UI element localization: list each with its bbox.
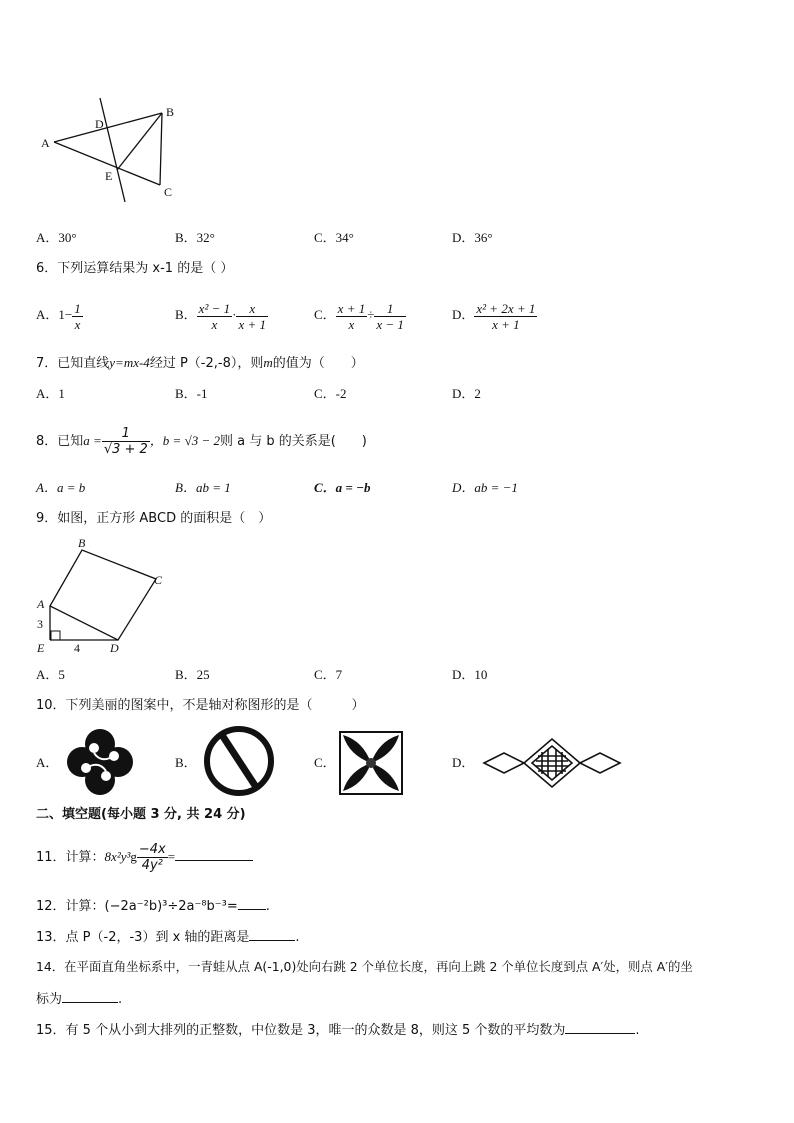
q9-option-b: B．25 (175, 667, 210, 682)
q8-option-b: B．ab = 1 (175, 480, 231, 495)
q10-option-a-label: A． (36, 755, 59, 770)
q9-label-4: 4 (74, 641, 80, 655)
fig5-label-b: B (166, 105, 175, 119)
q8-option-d: D．ab = −1 (452, 480, 518, 495)
q15: 15．有 5 个从小到大排列的正整数，中位数是 3，唯一的众数是 8，则这 5 个数的平均数为 . (36, 1023, 640, 1038)
clover-pattern-icon (64, 728, 136, 796)
q12-answer-blank[interactable] (238, 897, 266, 910)
q9-label-a: A (37, 597, 45, 611)
fig5-label-d: D (95, 117, 104, 131)
circle-slash-pattern-icon (200, 725, 278, 797)
four-petal-square-pattern-icon (339, 731, 403, 795)
q10-stem: 10．下列美丽的图案中，不是轴对称图形的是（ ） (36, 698, 365, 713)
q6-option-c: C． $\frac{x + 1}{x}$ ÷ $\frac{1}{x - 1}$ (314, 300, 404, 332)
q8-option-a: A．a = b (36, 480, 86, 495)
q5-triangle-figure (38, 92, 198, 207)
q9-label-e: E (37, 641, 45, 655)
q9-label-c: C (154, 573, 163, 587)
q7-option-b: B．-1 (175, 386, 208, 401)
q14-line2: 标为 . (36, 992, 123, 1007)
knot-pattern-icon (480, 736, 624, 790)
q7-stem: 7．已知直线y=mx-4经过 P（-2,-8），则m的值为（ ） (36, 355, 364, 371)
q11-answer-blank[interactable] (175, 848, 253, 861)
q14-answer-blank[interactable] (62, 990, 118, 1003)
q5-option-d: D．36° (452, 230, 493, 245)
q9-stem: 9．如图，正方形 ABCD 的面积是（ ） (36, 511, 272, 526)
q6-stem: 6．下列运算结果为 x-1 的是（ ） (36, 261, 234, 276)
q7-option-d: D．2 (452, 386, 481, 401)
q9-option-c: C．7 (314, 667, 343, 682)
q10-option-b-label: B． (175, 755, 197, 770)
q9-label-3: 3 (37, 617, 43, 631)
q7-option-c: C．-2 (314, 386, 347, 401)
q6-option-d: D． $\frac{\text{x² + 2x + 1}}{x + 1}$ (452, 300, 536, 332)
q8-option-c: C．a = −b (314, 480, 371, 495)
q9-option-d: D．10 (452, 667, 488, 682)
q9-label-d: D (110, 641, 119, 655)
q9-option-a: A．5 (36, 667, 65, 682)
q10-option-c-label: C． (314, 755, 336, 770)
q5-option-b: B．32° (175, 230, 215, 245)
fig5-label-c: C (164, 185, 173, 199)
q6-option-a: A．1− $\frac{1}{x}$ (36, 300, 81, 332)
q9-label-b: B (78, 536, 86, 550)
q11: 11．计算：8x²y³g $\frac{-4x}{\text{4y²}}$ = (36, 840, 253, 875)
q5-option-a: A．30° (36, 230, 77, 245)
q10-option-d-label: D． (452, 755, 475, 770)
section-2-title: 二、填空题(每小题 3 分, 共 24 分) (36, 807, 246, 822)
q14-line1: 14．在平面直角坐标系中，一青蛙从点 A(-1,0)处向右跳 2 个单位长度，再向上跳 2 个单位长度到点 A′处，则点 A′的坐 (36, 959, 693, 974)
q5-option-c: C．34° (314, 230, 354, 245)
fig5-label-e: E (105, 169, 113, 183)
q6-option-b: B． $\frac{\text{x² − 1}}{x}$ · $\frac{x}{x + 1}$ (175, 300, 267, 332)
q15-answer-blank[interactable] (565, 1021, 635, 1034)
q13-answer-blank[interactable] (249, 928, 295, 941)
q13: 13．点 P（-2，-3）到 x 轴的距离是 . (36, 930, 300, 945)
q12: 12．计算：(−2a⁻²b)³÷2a⁻⁸b⁻³= . (36, 899, 270, 914)
q9-square-figure (34, 536, 174, 656)
q7-option-a: A．1 (36, 386, 65, 401)
q8-stem: 8．已知a = $\frac{1}{√3 + 2}$ ，b = √3 − 2则 a 与 b 的关系是( ) (36, 426, 367, 457)
fig5-label-a: A (41, 136, 50, 150)
